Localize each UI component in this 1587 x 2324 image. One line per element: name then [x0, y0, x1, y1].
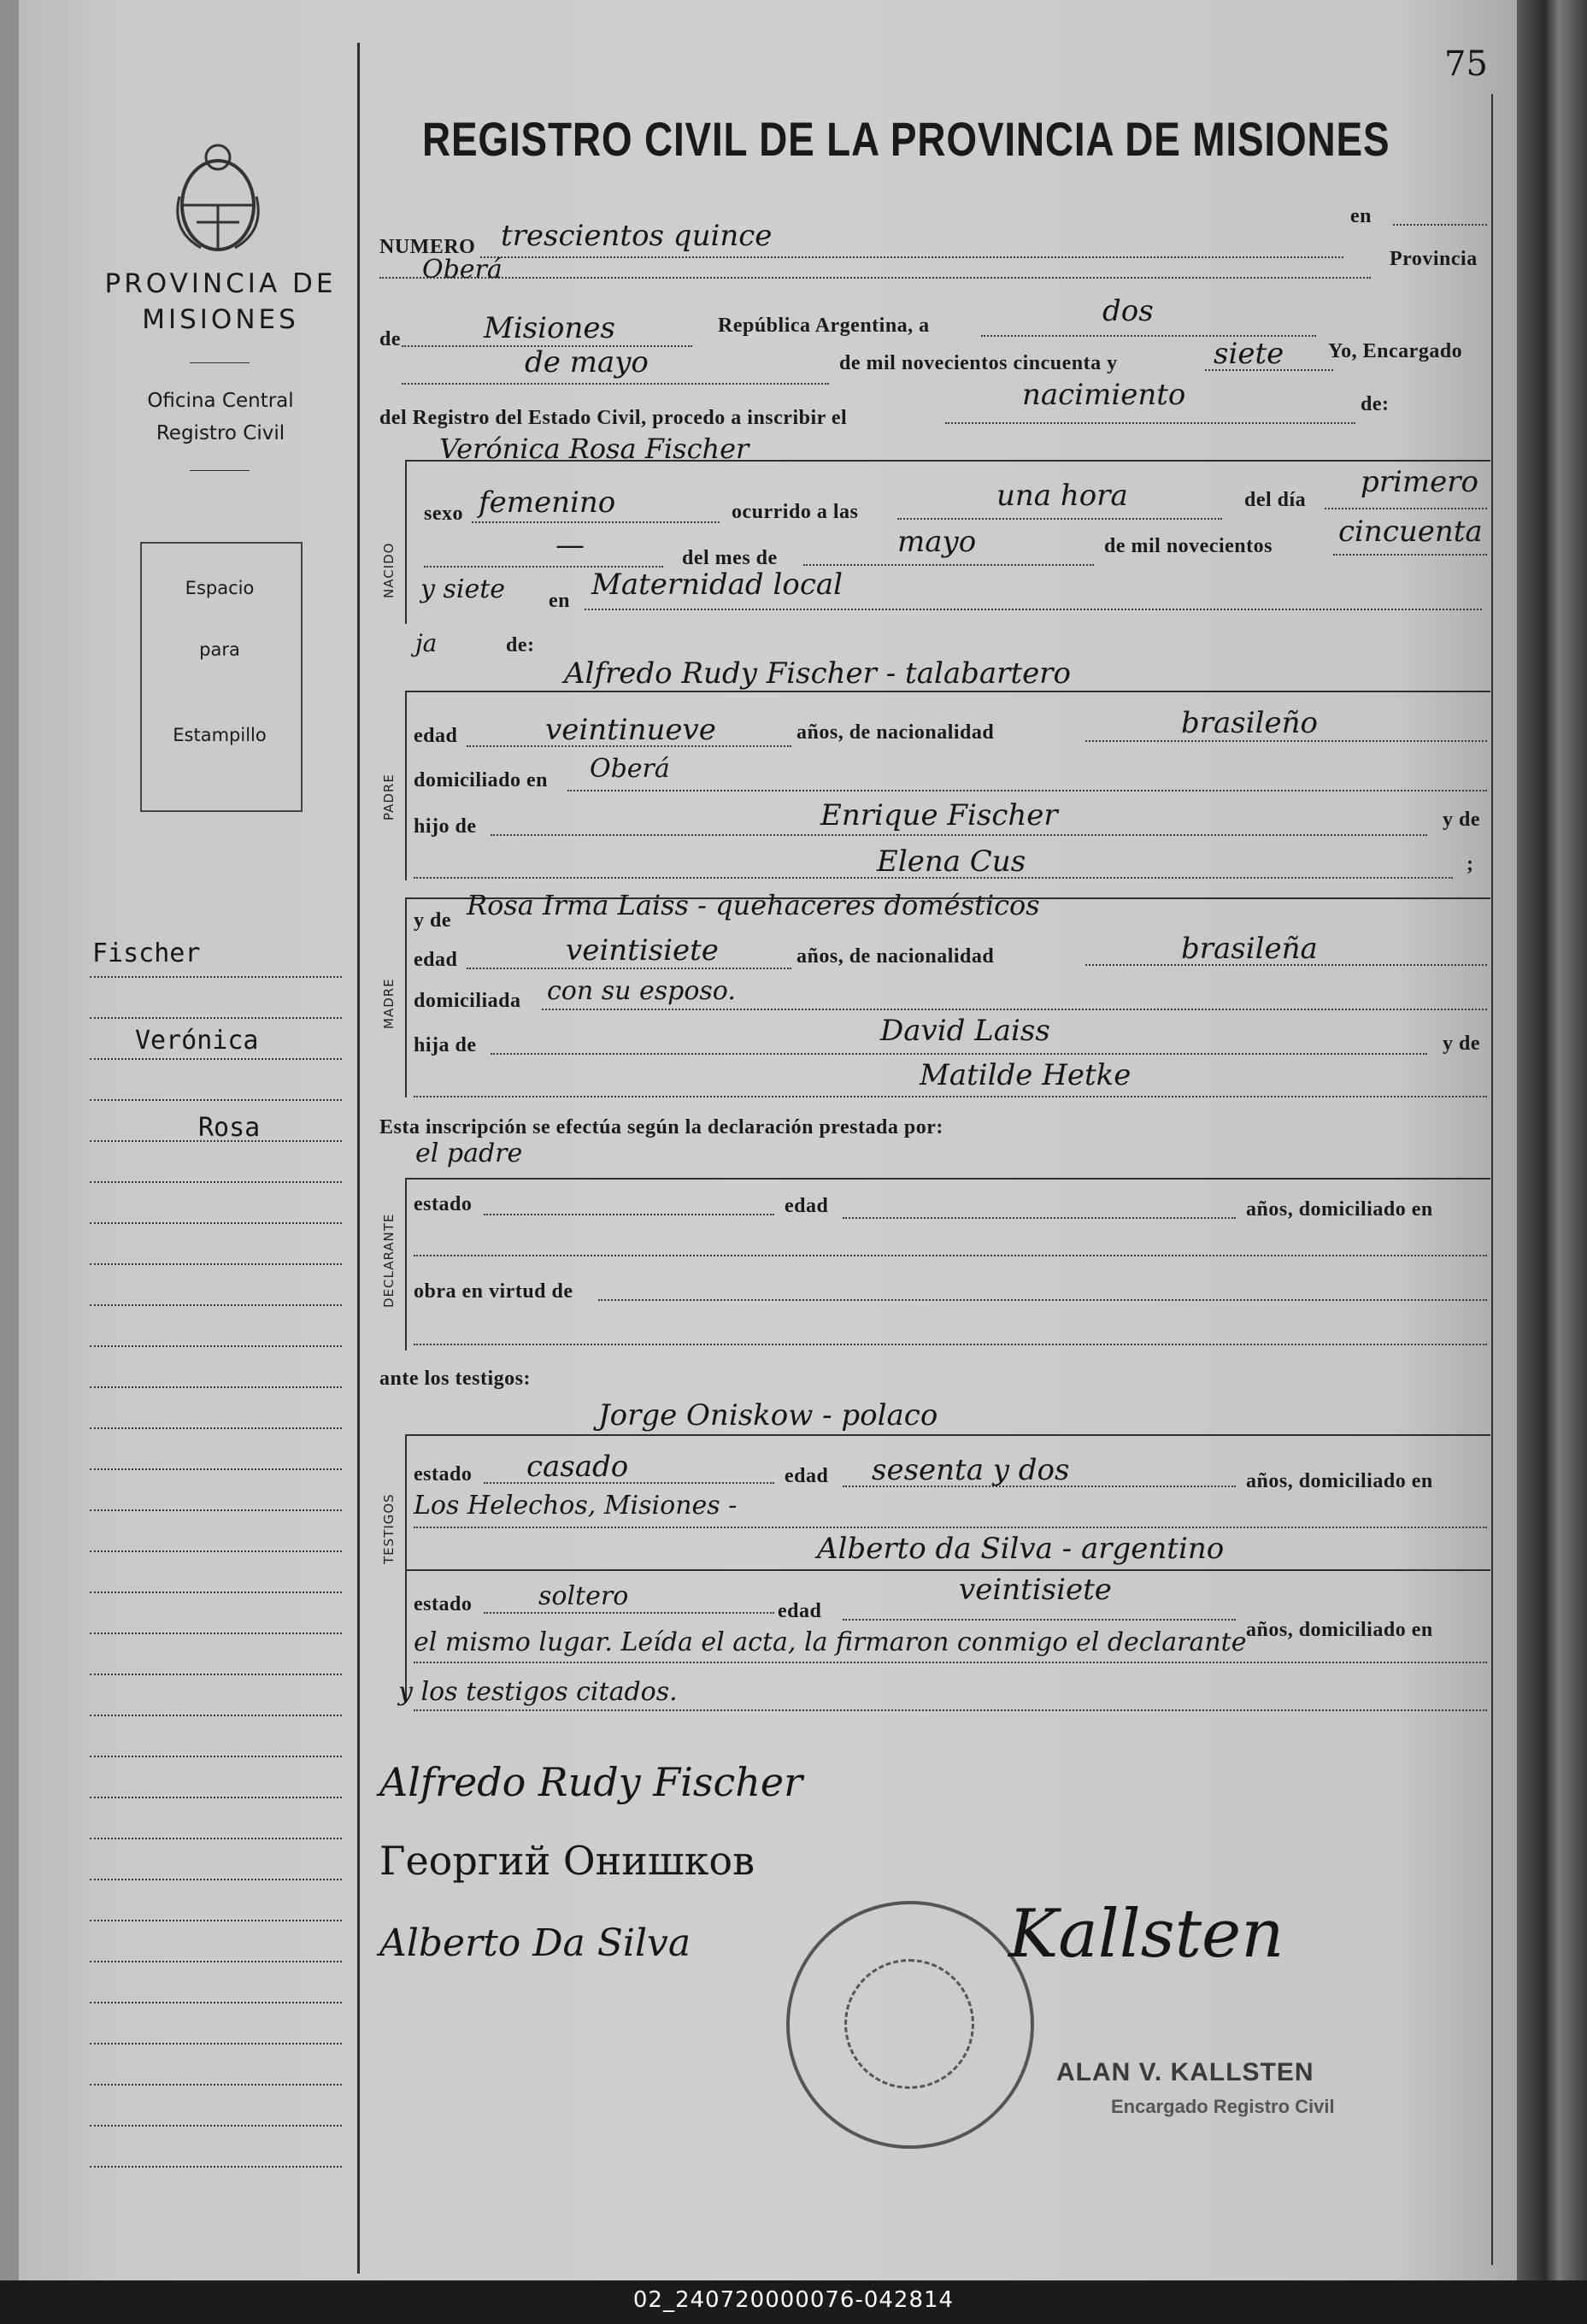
stamp-box-line2: para: [199, 639, 240, 660]
hw-cierre2: y los testigos citados.: [398, 1677, 678, 1707]
label-del-dia: del día: [1244, 489, 1307, 511]
line-abuela-m: [414, 1096, 1487, 1097]
line-dom-padre: [567, 790, 1487, 791]
hw-provincia: Misiones: [484, 311, 615, 345]
hw-numero: trescientos quince: [501, 219, 773, 253]
label-edad-padre: edad: [414, 725, 458, 747]
registrar-signature: Kallsten: [1008, 1896, 1284, 1973]
line-dom-t1: [414, 1527, 1487, 1528]
label-ocurrido: ocurrido a las: [732, 501, 859, 523]
line-dom-decl: [414, 1255, 1487, 1256]
coat-of-arms-icon: [162, 137, 273, 256]
label-edad-madre: edad: [414, 949, 458, 971]
line-cierre2: [414, 1709, 1487, 1711]
semicolon: ;: [1467, 853, 1474, 875]
label-nacido: NACIDO: [381, 542, 397, 598]
padre-top-line: [405, 691, 1490, 692]
label-y-de-padre: y de: [1443, 809, 1480, 831]
label-hijo-de: de:: [506, 634, 535, 656]
hw-nombre: Verónica Rosa Fischer: [439, 432, 749, 465]
right-page-border: [1491, 94, 1493, 2265]
label-estado-t2: estado: [414, 1593, 473, 1615]
footer-bar: [0, 2280, 1587, 2324]
official-seal-inner: [844, 1959, 974, 2089]
left-column-border: [357, 43, 360, 2274]
page-title: REGISTRO CIVIL DE LA PROVINCIA DE MISIONES: [422, 112, 1390, 166]
padre-bracket: [405, 692, 407, 880]
label-edad-decl: edad: [785, 1195, 829, 1217]
hw-padre-nac: brasileño: [1181, 706, 1318, 740]
signature-testigo1: Георгий Онишков: [379, 1838, 755, 1884]
hw-padre-edad: veintinueve: [545, 713, 716, 747]
index-surname: Fischer: [92, 938, 201, 968]
hw-madre: Rosa Irma Laiss - quehaceres domésticos: [467, 889, 1040, 921]
hw-dia-nac: primero: [1361, 465, 1478, 499]
label-numero: NUMERO: [379, 236, 476, 258]
line-dom-madre: [542, 1009, 1487, 1010]
line-edad-t2: [843, 1619, 1236, 1621]
label-padre: PADRE: [381, 774, 397, 821]
label-yo-encargado: Yo, Encargado: [1328, 340, 1463, 362]
line-obra2: [414, 1344, 1487, 1345]
hw-abuela-p: Elena Cus: [877, 844, 1026, 879]
divider: [190, 362, 250, 363]
label-provincia: Provincia: [1390, 248, 1478, 270]
label-declarante: DECLARANTE: [381, 1213, 397, 1308]
line-abuelo-p: [491, 834, 1427, 836]
hw-testigo2: Alberto da Silva - argentino: [817, 1532, 1225, 1566]
binding-edge: [0, 0, 19, 2280]
province-name-line1: PROVINCIA DE: [104, 268, 337, 299]
office-line2: Registro Civil: [156, 422, 285, 444]
hw-ano-nac: cincuenta: [1338, 515, 1483, 549]
hw-abuelo-m: David Laiss: [880, 1014, 1050, 1048]
line-hora: [897, 518, 1222, 520]
registrar-role: Encargado Registro Civil: [1111, 2096, 1335, 2117]
line-numero: [480, 256, 1343, 258]
line-edad-madre: [467, 968, 791, 969]
hw-abuela-m: Matilde Hetke: [920, 1058, 1131, 1092]
label-y-de-madre2: y de: [1443, 1033, 1480, 1055]
line-abuelo-m: [491, 1053, 1427, 1055]
signature-testigo2: Alberto Da Silva: [379, 1921, 691, 1965]
label-anos-dom-t1: años, domiciliado en: [1246, 1470, 1433, 1492]
hw-ano-nac2: y siete: [420, 574, 506, 604]
hw-t1-dom: Los Helechos, Misiones -: [414, 1491, 738, 1521]
label-de: de: [379, 328, 401, 350]
label-estado-decl: estado: [414, 1193, 473, 1215]
line-mes-nac: [803, 564, 1094, 566]
line-cierre1: [414, 1662, 1487, 1663]
line-sexo: [472, 521, 720, 523]
line-localidad: [379, 277, 1371, 279]
label-y-de-madre: y de: [414, 909, 451, 932]
line-acto: [945, 422, 1355, 424]
line-ano-nac: [1333, 554, 1487, 556]
testigos-top-line: [405, 1434, 1490, 1436]
label-domiciliada: domiciliada: [414, 990, 521, 1012]
page-number: 75: [1444, 44, 1488, 84]
index-name1: Verónica: [135, 1026, 259, 1056]
label-obra: obra en virtud de: [414, 1280, 573, 1303]
declarante-bracket: [405, 1180, 407, 1350]
hw-madre-edad: veintisiete: [566, 933, 719, 968]
line-edad-decl: [843, 1217, 1236, 1219]
hw-testigo1: Jorge Oniskow - polaco: [598, 1398, 938, 1433]
hw-acto: nacimiento: [1022, 378, 1186, 412]
line-dia-nac: [1325, 508, 1487, 509]
label-de-mil-nov: de mil novecientos: [1104, 535, 1273, 557]
label-testigos: TESTIGOS: [381, 1493, 397, 1564]
label-del-registro: del Registro del Estado Civil, procedo a inscribir el: [379, 407, 848, 429]
label-en: en: [1350, 205, 1372, 227]
hw-declarante: el padre: [415, 1138, 523, 1168]
hw-mes: de mayo: [525, 345, 649, 379]
label-edad-t1: edad: [785, 1465, 829, 1487]
line-obra: [598, 1299, 1487, 1301]
office-line1: Oficina Central: [147, 390, 294, 412]
label-estado-t1: estado: [414, 1463, 473, 1486]
line-nac-padre: [1085, 740, 1487, 742]
label-republica: República Argentina, a: [718, 315, 930, 337]
divider: [190, 470, 250, 471]
hw-abuelo-p: Enrique Fischer: [820, 798, 1058, 833]
hw-t2-edad: veintisiete: [959, 1573, 1112, 1607]
hw-cierre1: el mismo lugar. Leída el acta, la firmaron conmigo el declarante: [414, 1627, 1247, 1657]
label-ante: ante los testigos:: [379, 1368, 531, 1390]
hw-dash1: —: [555, 528, 585, 562]
hw-dia: dos: [1102, 294, 1154, 328]
label-anos-dom-decl: años, domiciliado en: [1246, 1198, 1433, 1221]
madre-bracket: [405, 899, 407, 1097]
hw-lugar: Maternidad local: [591, 568, 843, 602]
hw-madre-dom: con su esposo.: [547, 976, 736, 1006]
label-en-lugar: en: [549, 590, 570, 612]
hw-ano: siete: [1214, 337, 1284, 371]
hw-localidad: Oberá: [422, 255, 503, 285]
label-de-mil: de mil novecientos cincuenta y: [839, 352, 1118, 374]
label-de-colon: de:: [1361, 393, 1390, 415]
hw-t1-edad: sesenta y dos: [872, 1453, 1070, 1487]
label-esta-inscripcion: Esta inscripción se efectúa según la declaración prestada por:: [379, 1116, 943, 1138]
declarante-top-line: [405, 1178, 1490, 1180]
testigo2-line: [405, 1569, 1490, 1571]
hw-mes-nac: mayo: [897, 525, 977, 559]
signature-declarante: Alfredo Rudy Fischer: [379, 1759, 803, 1805]
footer-id: 02_240720000076-042814: [632, 2287, 955, 2313]
registrar-name: ALAN V. KALLSTEN: [1056, 2058, 1314, 2086]
stamp-box-line3: Estampillo: [173, 725, 267, 745]
label-domiciliado-padre: domiciliado en: [414, 769, 549, 791]
hw-t1-estado: casado: [526, 1450, 629, 1484]
label-anos-nac-padre: años, de nacionalidad: [796, 721, 995, 744]
hw-t2-estado: soltero: [538, 1581, 629, 1611]
stamp-box-line1: Espacio: [185, 578, 255, 598]
hw-hija: ja: [415, 629, 438, 657]
label-anos-dom-t2: años, domiciliado en: [1246, 1619, 1433, 1641]
line-lugar: [585, 609, 1482, 610]
line-en: [1393, 224, 1487, 226]
label-madre: MADRE: [381, 978, 397, 1029]
province-name-line2: MISIONES: [142, 304, 299, 335]
label-sexo: sexo: [424, 503, 463, 525]
hw-padre-dom: Oberá: [590, 754, 670, 784]
hw-padre: Alfredo Rudy Fischer - talabartero: [564, 656, 1071, 691]
line-mes: [402, 383, 829, 385]
book-fold-edge: [1517, 0, 1587, 2280]
label-hijo-de-padre: hijo de: [414, 815, 477, 838]
label-hija-de: hija de: [414, 1034, 477, 1056]
label-anos-nac-madre: años, de nacionalidad: [796, 945, 995, 968]
label-edad-t2: edad: [778, 1600, 822, 1622]
hw-madre-nac: brasileña: [1181, 932, 1318, 966]
line-estado-t2: [484, 1612, 774, 1614]
label-del-mes: del mes de: [682, 547, 778, 569]
hw-sexo: femenino: [479, 485, 616, 520]
index-name2: Rosa: [198, 1113, 261, 1143]
line-estado-decl: [484, 1214, 774, 1215]
hw-hora: una hora: [996, 479, 1128, 513]
nacido-bracket: [405, 462, 407, 624]
